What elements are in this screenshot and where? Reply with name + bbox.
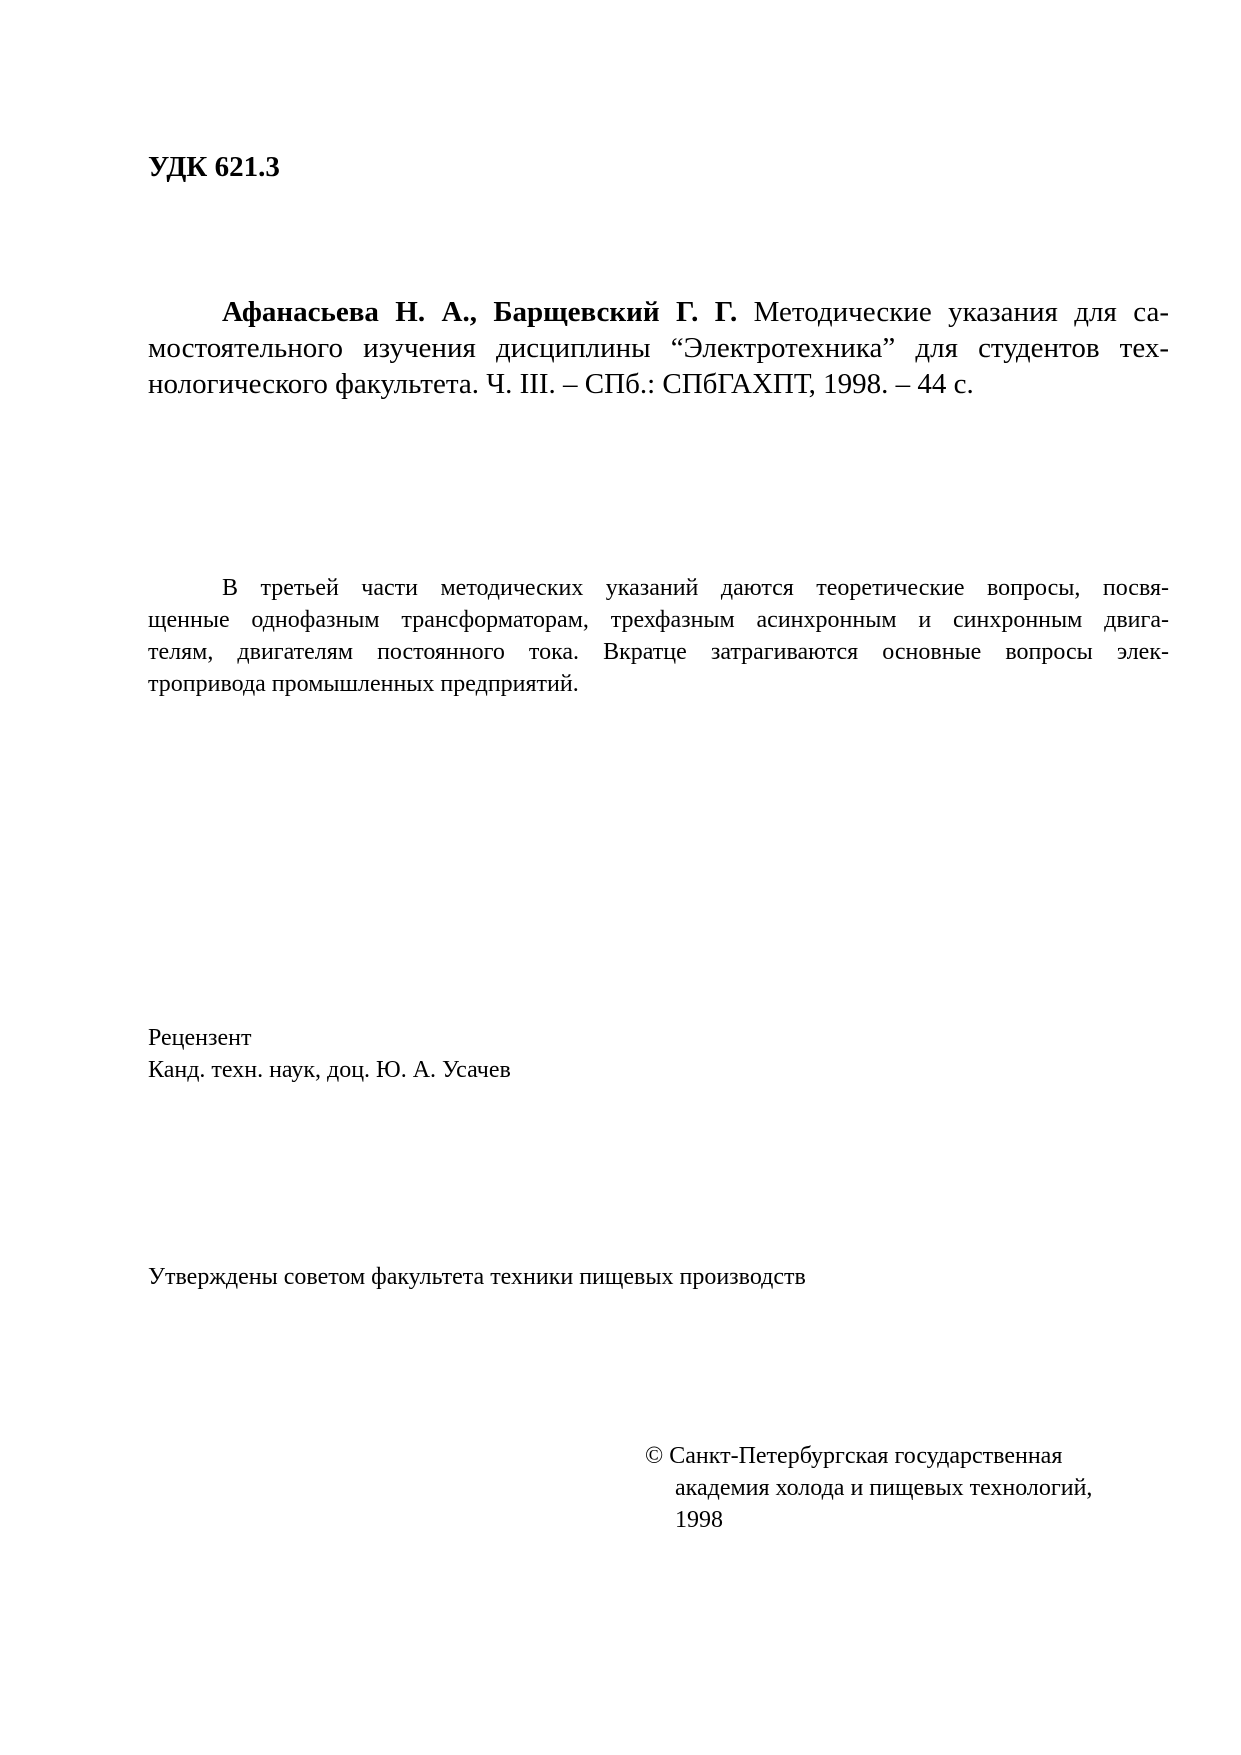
copyright-line-2: академия холода и пищевых технологий, xyxy=(675,1475,1093,1501)
biblio-line-2: мостоятельного изучения дисциплины “Электротехника” для студентов тех- xyxy=(148,332,1169,364)
biblio-line-1 xyxy=(148,294,1169,330)
copyright-line-3: 1998 xyxy=(675,1507,723,1533)
authors: Афанасьева Н. А., Барщевский Г. Г. xyxy=(222,296,738,328)
udk-code: УДК 621.3 xyxy=(148,151,280,183)
abstract xyxy=(148,572,1169,700)
abstract-line-2: щенные однофазным трансформаторам, трехфазным асинхронным и синхронным двига- xyxy=(148,607,1169,633)
abstract-line-1: В третьей части методических указаний даются теоретические вопросы, посвя- xyxy=(222,575,1169,601)
copyright-block xyxy=(645,1440,1092,1536)
abstract-line-4: тропривода промышленных предприятий. xyxy=(148,671,579,697)
reviewer-label: Рецензент xyxy=(148,1025,252,1051)
biblio-line-3: нологического факультета. Ч. III. – СПб.: СПбГАХПТ, 1998. – 44 с. xyxy=(148,368,974,400)
approval-note: Утверждены советом факультета техники пищевых производств xyxy=(148,1264,806,1290)
copyright-line-1: © Санкт-Петербургская государственная xyxy=(645,1443,1063,1469)
reviewer-block xyxy=(148,1022,511,1086)
biblio-title-start: Методические указания для са- xyxy=(737,296,1169,328)
bibliographic-description xyxy=(148,294,1169,402)
reviewer-name: Канд. техн. наук, доц. Ю. А. Усачев xyxy=(148,1057,511,1083)
abstract-line-3: телям, двигателям постоянного тока. Вкратце затрагиваются основные вопросы элек- xyxy=(148,639,1169,665)
